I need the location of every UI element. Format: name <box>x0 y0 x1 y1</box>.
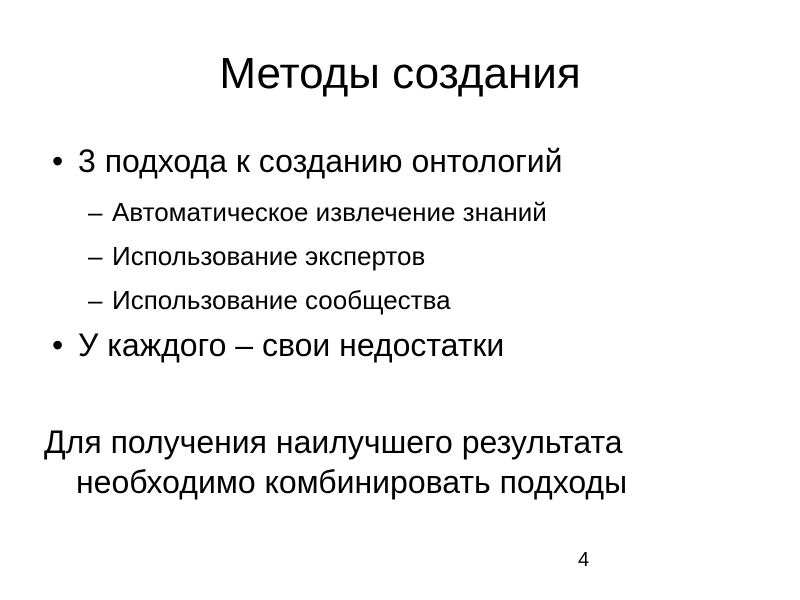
sub-item-1 <box>88 196 547 228</box>
bullet-text: 3 подхода к созданию онтологий <box>78 143 563 179</box>
conclusion-line-2: необходимо комбинировать подходы <box>76 464 628 500</box>
sub-item-text: Автоматическое извлечение знаний <box>112 197 547 227</box>
bullet-icon: • <box>52 327 64 363</box>
page-number: 4 <box>578 549 590 571</box>
dash-icon: – <box>88 241 103 271</box>
bullet-item-2 <box>52 326 504 364</box>
sub-item-2 <box>88 240 425 272</box>
conclusion-text <box>44 422 764 502</box>
slide-title: Методы создания <box>219 49 581 98</box>
conclusion-line-1: Для получения наилучшего результата <box>44 424 623 460</box>
sub-item-text: Использование сообщества <box>112 285 451 315</box>
bullet-icon: • <box>52 143 64 179</box>
dash-icon: – <box>88 285 103 315</box>
dash-icon: – <box>88 197 103 227</box>
sub-item-3 <box>88 284 451 316</box>
bullet-text: У каждого – свои недостатки <box>78 327 505 363</box>
bullet-item-1 <box>52 142 563 180</box>
sub-item-text: Использование экспертов <box>112 241 426 271</box>
